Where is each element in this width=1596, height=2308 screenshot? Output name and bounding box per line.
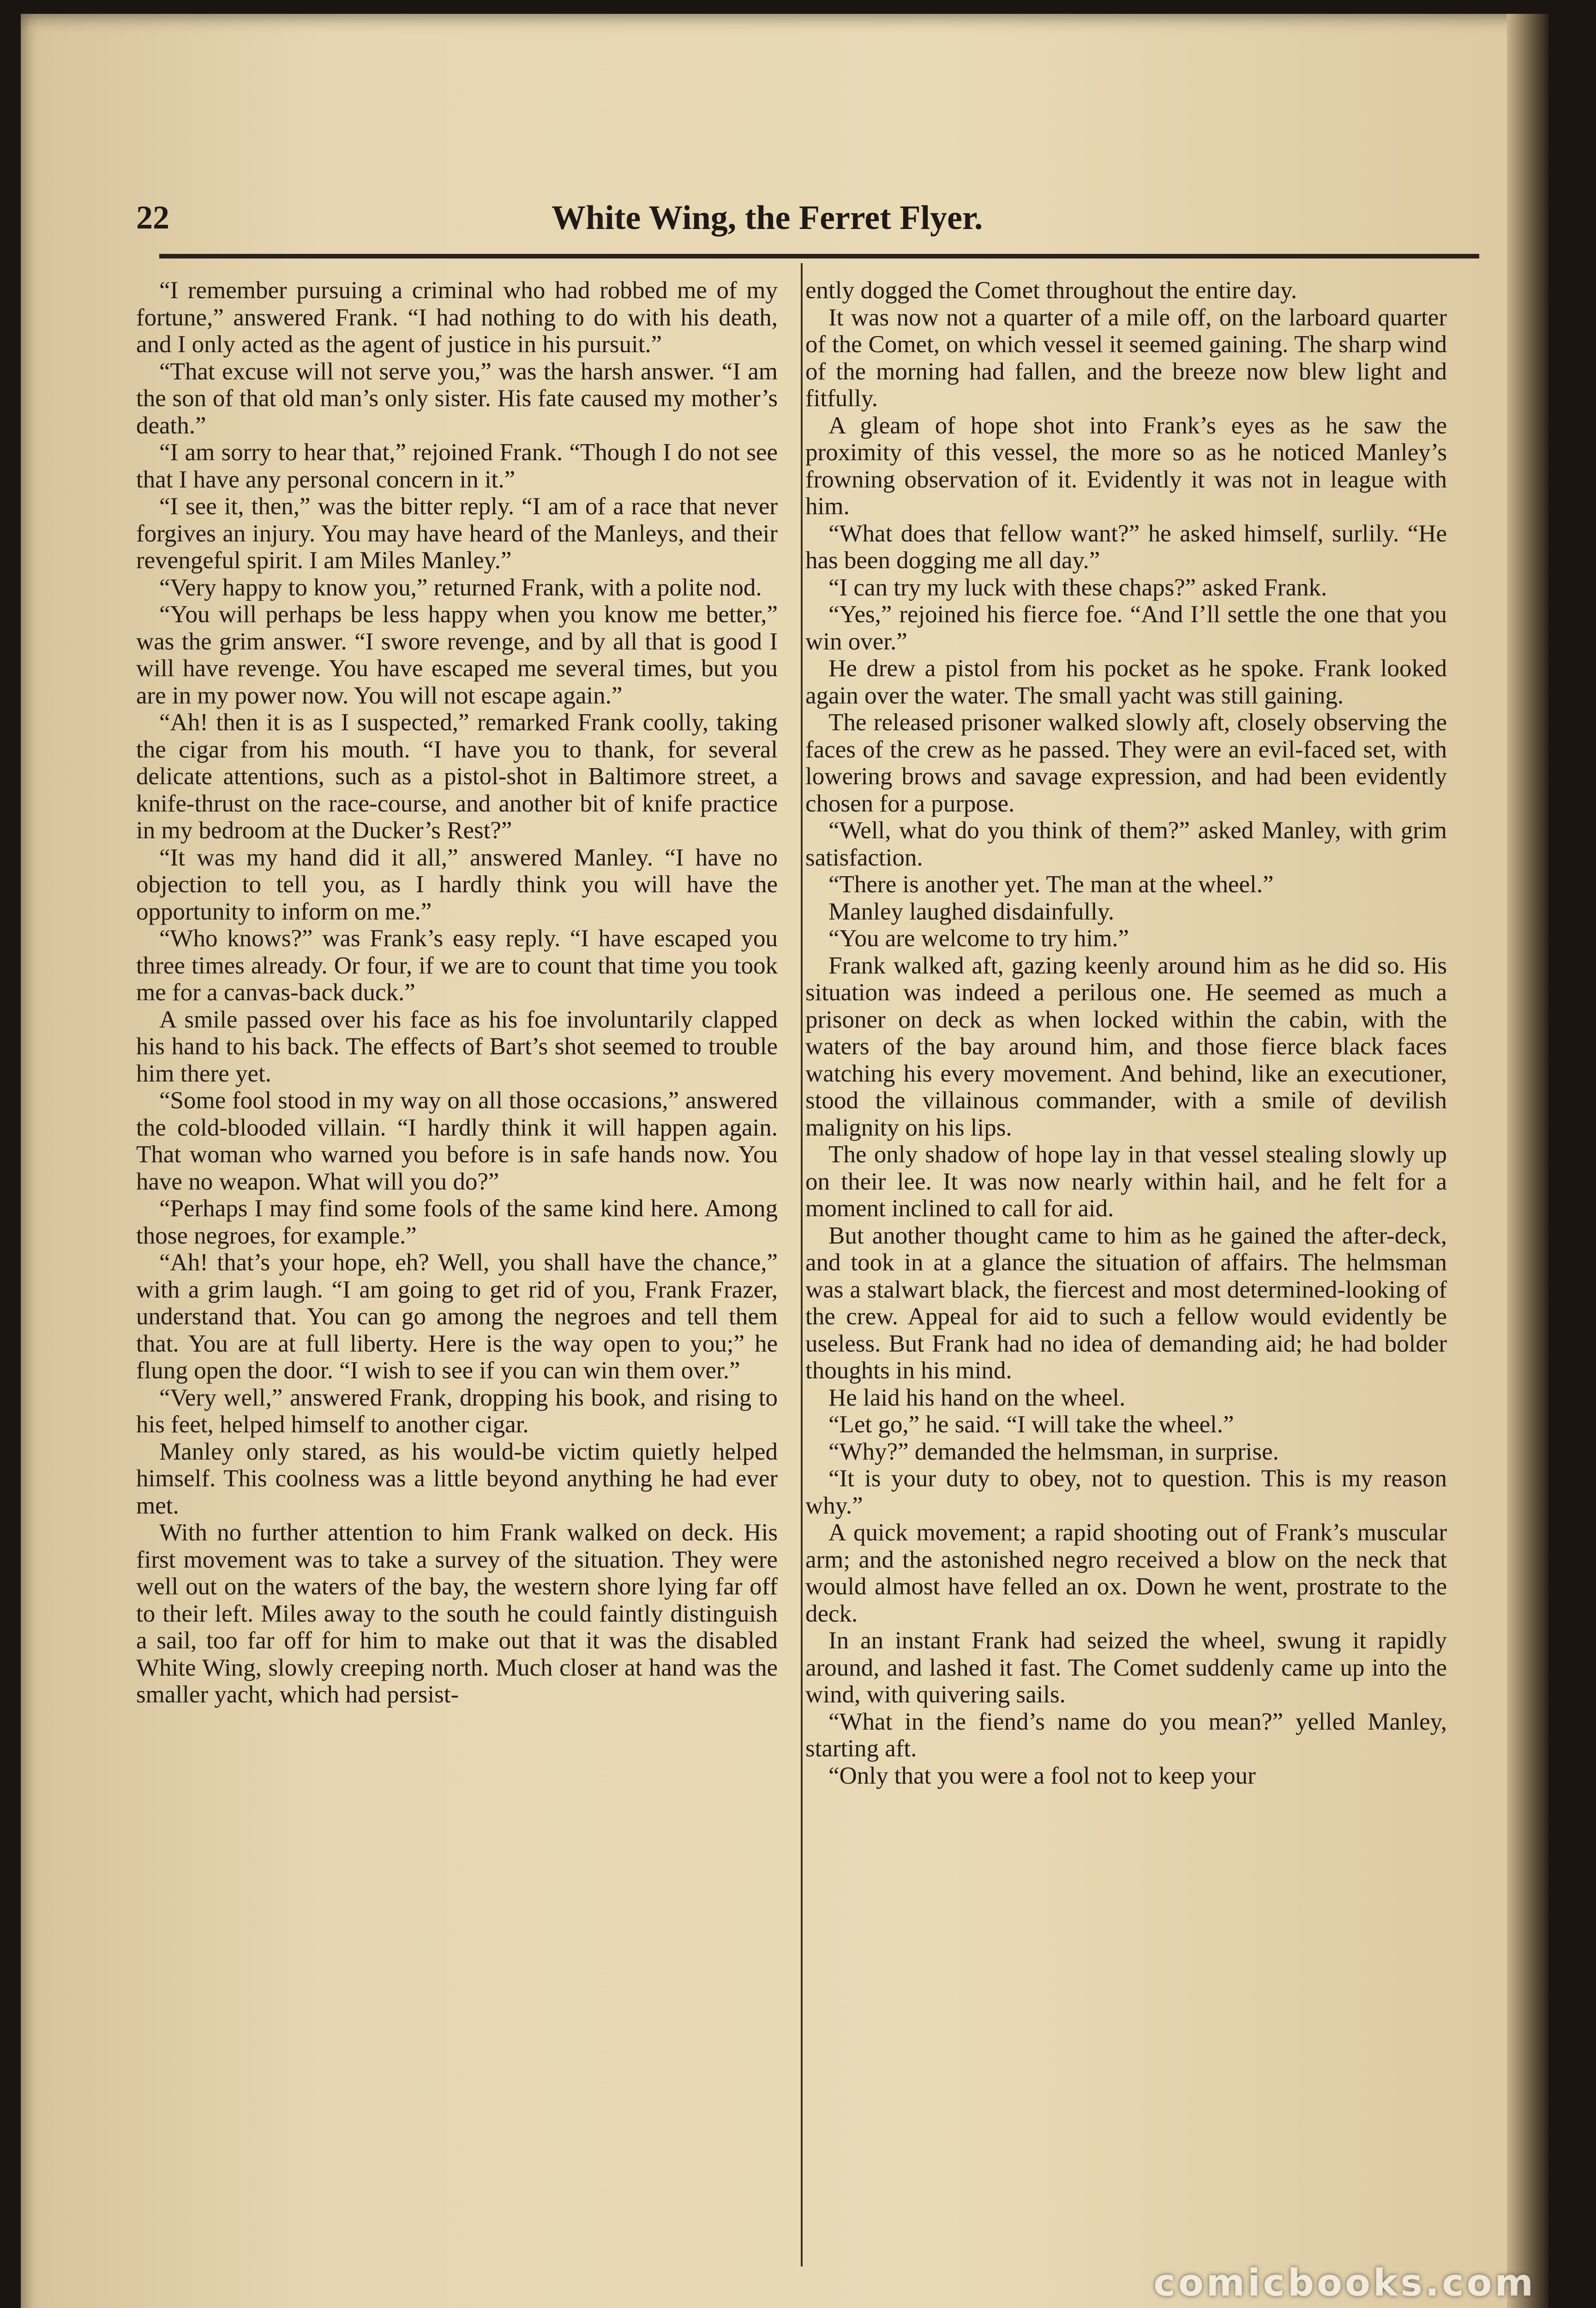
paragraph: “What does that fellow want?” he asked himself, surlily. “He has been dogging me all day.” [805, 520, 1447, 574]
paragraph: Manley only stared, as his would-be victim quietly helped himself. This coolness was a little beyond anything he had ever met. [136, 1438, 778, 1519]
running-title: White Wing, the Ferret Flyer. [552, 199, 983, 237]
paragraph: “Very well,” answered Frank, dropping his book, and rising to his feet, helped himself to another cigar. [136, 1384, 778, 1438]
paragraph: A quick movement; a rapid shooting out of Frank’s muscular arm; and the astonished negro received a blow on the neck that would almost have felled an ox. Down he went, prostrate to the deck. [805, 1519, 1447, 1627]
paragraph: “I remember pursuing a criminal who had robbed me of my fortune,” answered Frank. “I had nothing to do with his death, and I only acted as the agent of justice in his pursuit.” [136, 277, 778, 358]
paragraph: “Only that you were a fool not to keep your [828, 1762, 1256, 1789]
header-rule [159, 254, 1479, 258]
paragraph: In an instant Frank had seized the wheel, swung it rapidly around, and lashed it fast. The Comet suddenly came up into the wind, with quivering sails. [805, 1627, 1447, 1708]
watermark: comicbooks.com [1153, 2261, 1536, 2304]
paragraph: But another thought came to him as he gained the after-deck, and took in at a glance the situation of affairs. The helmsman was a stalwart black, the fiercest and most determined-looking of the crew. Appeal for aid to such a fellow would evidently be useless. But Frank had no idea of demanding aid; he had bolder thoughts in his mind. [805, 1222, 1447, 1384]
paragraph: “Ah! that’s your hope, eh? Well, you shall have the chance,” with a grim laugh. “I am going to get rid of you, Frank Frazer, understand that. You can go among the negroes and tell them that. You are at full liberty. Here is the way open to you;” he flung open the door. “I wish to see if you can win them over.” [136, 1249, 778, 1384]
paragraph: With no further attention to him Frank walked on deck. His first movement was to take a survey of the situation. They were well out on the waters of the bay, the western shore lying far off to their left. Miles away to the south he could faintly distinguish a sail, too far off for him to make out that it was the disabled White Wing, slowly creeping north. Much closer at hand was the smaller yacht, which had persist- [136, 1519, 778, 1708]
paragraph: “There is another yet. The man at the wheel.” [828, 871, 1274, 898]
book-binding-edge [1507, 14, 1548, 2308]
paragraph: It was now not a quarter of a mile off, on the larboard quarter of the Comet, on which vessel it seemed gaining. The sharp wind of the morning had fallen, and the breeze now blew light and fitfully. [805, 304, 1447, 412]
paragraph: He laid his hand on the wheel. [828, 1384, 1126, 1411]
paragraph: “Ah! then it is as I suspected,” remarked Frank coolly, taking the cigar from his mouth. “I have you to thank, for several delicate attentions, such as a pistol-shot in Baltimore street, a knife-thrust on the race-course, and another bit of knife practice in my bedroom at the Ducker’s Rest?” [136, 709, 778, 844]
paragraph: “That excuse will not serve you,” was the harsh answer. “I am the son of that old man’s only sister. His fate caused my mother’s death.” [136, 358, 778, 439]
page-header [136, 189, 1475, 258]
paragraph: “Let go,” he said. “I will take the wheel.” [828, 1411, 1234, 1438]
paragraph: Manley laughed disdainfully. [828, 898, 1115, 925]
paragraph: “Some fool stood in my way on all those occasions,” answered the cold-blooded villain. “I hardly think it will happen again. That woman who warned you before is in safe hands now. You have no weapon. What will you do?” [136, 1087, 778, 1195]
paragraph: “You will perhaps be less happy when you know me better,” was the grim answer. “I swore revenge, and by all that is good I will have revenge. You have escaped me several times, but you are in my power now. You will not escape again.” [136, 601, 778, 709]
paragraph: “What in the fiend’s name do you mean?” yelled Manley, starting aft. [805, 1708, 1447, 1762]
paragraph: The only shadow of hope lay in that vessel stealing slowly up on their lee. It was now nearly within hail, and he felt for a moment inclined to call for aid. [805, 1141, 1447, 1222]
paragraph: “I can try my luck with these chaps?” asked Frank. [828, 574, 1327, 601]
paragraph: The released prisoner walked slowly aft, closely observing the faces of the crew as he passed. They were an evil-faced set, with lowering brows and savage expression, and had been evidently chosen for a purpose. [805, 709, 1447, 817]
paragraph: Frank walked aft, gazing keenly around him as he did so. His situation was indeed a perilous one. He seemed as much a prisoner on deck as when locked within the cabin, with the waters of the bay around him, and those fierce black faces watching his every movement. And behind, like an executioner, stood the villainous commander, with a smile of devilish malignity on his lips. [805, 952, 1447, 1141]
page-number: 22 [136, 199, 169, 236]
paragraph: “You are welcome to try him.” [828, 925, 1129, 952]
paragraph: A smile passed over his face as his foe involuntarily clapped his hand to his back. The effects of Bart’s shot seemed to trouble him there yet. [136, 1006, 778, 1087]
paragraph: “Yes,” rejoined his fierce foe. “And I’ll settle the one that you win over.” [805, 601, 1447, 655]
paragraph: “It was my hand did it all,” answered Manley. “I have no objection to tell you, as I hardly think you will have the opportunity to inform on me.” [136, 844, 778, 925]
paragraph: “I see it, then,” was the bitter reply. “I am of a race that never forgives an injury. You may have heard of the Manleys, and their revengeful spirit. I am Miles Manley.” [136, 493, 778, 574]
paragraph: “Who knows?” was Frank’s easy reply. “I have escaped you three times already. Or four, if we are to count that time you took me for a canvas-back duck.” [136, 925, 778, 1006]
paragraph: “It is your duty to obey, not to question. This is my reason why.” [805, 1465, 1447, 1519]
right-column [805, 277, 1447, 1789]
paragraph: “Well, what do you think of them?” asked Manley, with grim satisfaction. [805, 817, 1447, 871]
book-page [21, 14, 1548, 2308]
paragraph: “Why?” demanded the helmsman, in surprise. [828, 1438, 1279, 1465]
paragraph-continuation: ently dogged the Comet throughout the entire day. [805, 277, 1297, 304]
paragraph: He drew a pistol from his pocket as he spoke. Frank looked again over the water. The small yacht was still gaining. [805, 655, 1447, 709]
paragraph: A gleam of hope shot into Frank’s eyes as he saw the proximity of this vessel, the more so as he noticed Manley’s frowning observation of it. Evidently it was not in league with him. [805, 412, 1447, 520]
left-column [136, 277, 778, 1708]
paragraph: “I am sorry to hear that,” rejoined Frank. “Though I do not see that I have any personal concern in it.” [136, 439, 778, 493]
paragraph: “Perhaps I may find some fools of the same kind here. Among those negroes, for example.” [136, 1195, 778, 1249]
column-divider [801, 263, 803, 2266]
paragraph: “Very happy to know you,” returned Frank, with a polite nod. [159, 574, 762, 601]
